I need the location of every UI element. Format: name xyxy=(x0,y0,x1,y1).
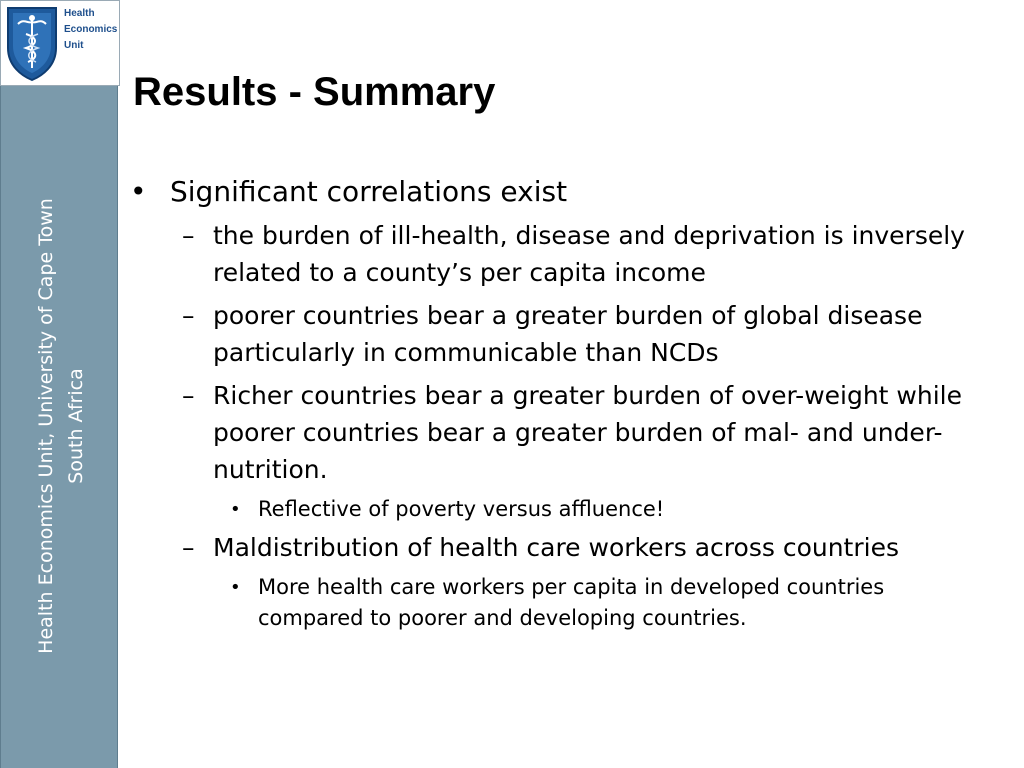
logo xyxy=(0,0,120,86)
bullet-level2 xyxy=(182,529,968,566)
logo-wordmark xyxy=(64,6,117,54)
sidebar xyxy=(0,86,118,768)
bullet-dot-icon: • xyxy=(230,499,241,520)
bullet-text: Richer countries bear a greater burden of over-weight while poorer countries bear a greater burden of mal- and under-nutrition. xyxy=(213,381,962,484)
bullet-text: poorer countries bear a greater burden of global disease particularly in communicable than NCDs xyxy=(213,301,923,367)
bullet-text: the burden of ill-health, disease and deprivation is inversely related to a county’s per capita income xyxy=(213,221,965,287)
dash-icon: – xyxy=(182,301,195,330)
logo-line-3: Unit xyxy=(64,40,84,51)
bullet-text: Reflective of poverty versus affluence! xyxy=(258,497,665,521)
bullet-text: More health care workers per capita in developed countries compared to poorer and developing countries. xyxy=(258,575,885,630)
slide-body xyxy=(128,173,968,638)
bullet-level3 xyxy=(230,572,968,634)
bullet-level1 xyxy=(128,173,968,211)
bullet-text: Maldistribution of health care workers across countries xyxy=(213,533,899,562)
caduceus-shield-icon xyxy=(4,4,60,82)
bullet-level3 xyxy=(230,494,968,525)
logo-line-2: Economics xyxy=(64,24,118,35)
sidebar-line-1: Health Economics Unit, University of Cape Town xyxy=(35,198,57,654)
bullet-level2 xyxy=(182,217,968,291)
bullet-dot-icon: • xyxy=(230,577,241,598)
sidebar-line-2: South Africa xyxy=(65,368,87,484)
dash-icon: – xyxy=(182,533,195,562)
slide-title: Results - Summary xyxy=(133,70,496,114)
dash-icon: – xyxy=(182,381,195,410)
logo-line-1: Health xyxy=(64,8,95,19)
bullet-level2 xyxy=(182,377,968,488)
bullet-text: Significant correlations exist xyxy=(170,175,568,208)
bullet-level2 xyxy=(182,297,968,371)
dash-icon: – xyxy=(182,221,195,250)
sidebar-caption xyxy=(31,126,91,726)
bullet-dot-icon: • xyxy=(130,175,147,208)
